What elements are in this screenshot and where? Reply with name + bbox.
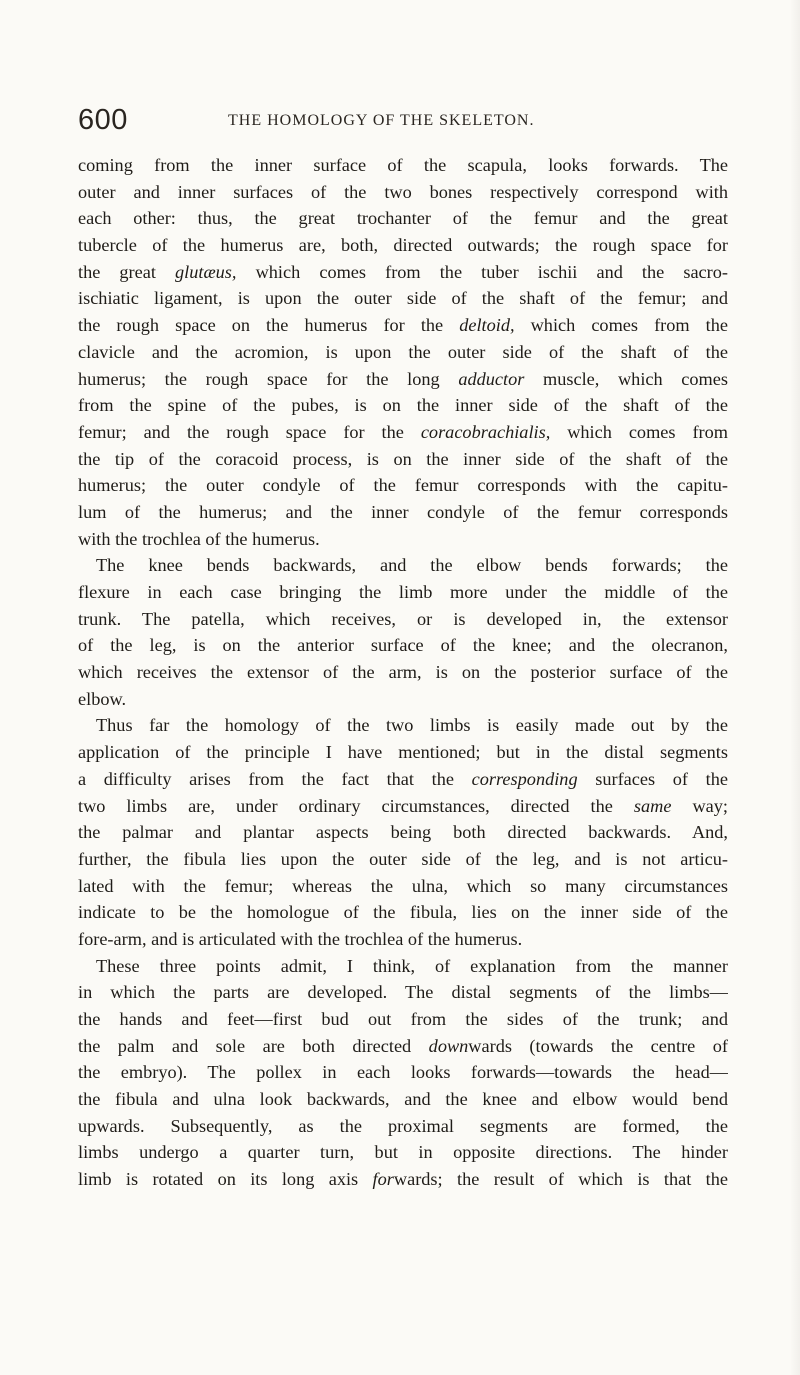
text-line: [78, 659, 728, 686]
text-run: elbow.: [78, 688, 127, 709]
text-line: [78, 1139, 728, 1166]
italic-term: coracobrachialis,: [420, 421, 551, 442]
text-run: which comes from the: [514, 315, 728, 336]
text-line: [78, 793, 728, 820]
text-line: [78, 953, 728, 980]
text-run: further, the fibula lies upon the outer side of the leg, and is not articu-: [78, 848, 728, 869]
text-line: [78, 552, 728, 579]
text-run: wards (towards the centre of: [468, 1035, 728, 1056]
text-line: [78, 312, 728, 339]
text-run: indicate to be the homologue of the fibula, lies on the inner side of the: [78, 902, 728, 923]
text-run: in which the parts are developed. The distal segments of the limbs—: [78, 982, 728, 1003]
page-number: 600: [78, 104, 128, 136]
text-line: [78, 766, 728, 793]
text-run: application of the principle I have mentioned; but in the distal segments: [78, 742, 728, 763]
text-line: [78, 1059, 728, 1086]
text-run: which receives the extensor of the arm, is on the posterior surface of the: [78, 662, 728, 683]
text-line: [78, 1166, 728, 1193]
text-line: [78, 979, 728, 1006]
text-line: [78, 686, 728, 713]
text-run: with the trochlea of the humerus.: [78, 528, 320, 549]
text-line: [78, 419, 728, 446]
text-line: [78, 873, 728, 900]
text-line: [78, 606, 728, 633]
text-line: [78, 285, 728, 312]
text-run: surfaces of the: [577, 768, 728, 789]
text-line: [78, 819, 728, 846]
text-line: [78, 472, 728, 499]
text-line: [78, 205, 728, 232]
text-run: the rough space on the humerus for the: [78, 315, 460, 336]
running-title: THE HOMOLOGY OF THE SKELETON.: [228, 112, 535, 129]
text-line: [78, 1033, 728, 1060]
text-line: [78, 846, 728, 873]
text-run: which comes from: [550, 421, 728, 442]
text-line: [78, 259, 728, 286]
text-run: These three points admit, I think, of explanation from the manner: [96, 955, 728, 976]
italic-term: for: [372, 1169, 394, 1190]
text-run: outer and inner surfaces of the two bones respectively correspond with: [78, 181, 728, 202]
running-head: [78, 104, 728, 140]
text-line: [78, 579, 728, 606]
text-line: [78, 232, 728, 259]
text-run: coming from the inner surface of the scapula, looks forwards. The: [78, 155, 728, 175]
text-run: the palm and sole are both directed: [78, 1035, 429, 1056]
text-run: limb is rotated on its long axis: [78, 1169, 373, 1190]
text-run: wards; the result of which is that the: [393, 1169, 728, 1190]
text-run: trunk. The patella, which receives, or is developed in, the extensor: [78, 608, 728, 629]
text-run: which comes from the tuber ischii and the sacro-: [236, 261, 728, 282]
text-run: flexure in each case bringing the limb more under the middle of the: [78, 582, 728, 602]
text-run: Thus far the homology of the two limbs is easily made out by the: [96, 715, 728, 736]
text-line: [78, 1113, 728, 1140]
text-run: limbs undergo a quarter turn, but in opposite directions. The hinder: [78, 1142, 728, 1163]
text-run: the fibula and ulna look backwards, and the knee and elbow would bend: [78, 1089, 728, 1110]
text-line: [78, 926, 728, 953]
page-edge-shadow: [790, 0, 800, 1375]
text-run: The knee bends backwards, and the elbow bends forwards; the: [96, 555, 728, 576]
text-line: [78, 1086, 728, 1113]
text-run: two limbs are, under ordinary circumstances, directed the: [78, 795, 634, 816]
text-line: [78, 366, 728, 393]
text-line: [78, 392, 728, 419]
text-run: lum of the humerus; and the inner condyle of the femur corresponds: [78, 501, 728, 522]
italic-term: same: [633, 795, 672, 816]
text-run: humerus; the outer condyle of the femur corresponds with the capitu-: [78, 475, 728, 496]
italic-term: deltoid,: [459, 315, 515, 336]
text-line: [78, 632, 728, 659]
text-run: of the leg, is on the anterior surface of the knee; and the olecranon,: [78, 635, 728, 656]
text-line: [78, 712, 728, 739]
italic-term: down: [428, 1035, 469, 1056]
text-run: the great: [78, 261, 176, 282]
text-line: [78, 1006, 728, 1033]
text-run: femur; and the rough space for the: [78, 421, 421, 442]
text-run: each other: thus, the great trochanter of the femur and the great: [78, 208, 728, 229]
text-run: the hands and feet—first bud out from the sides of the trunk; and: [78, 1009, 728, 1029]
text-run: the tip of the coracoid process, is on the inner side of the shaft of the: [78, 448, 728, 469]
text-run: ischiatic ligament, is upon the outer side of the shaft of the femur; and: [78, 288, 728, 309]
italic-term: glutæus,: [175, 261, 237, 282]
text-run: upwards. Subsequently, as the proximal segments are formed, the: [78, 1115, 728, 1136]
text-run: a difficulty arises from the fact that the: [78, 768, 472, 789]
text-run: humerus; the rough space for the long: [78, 368, 459, 389]
text-run: the embryo). The pollex in each looks forwards—towards the head—: [78, 1062, 728, 1083]
text-run: from the spine of the pubes, is on the inner side of the shaft of the: [78, 395, 728, 416]
text-run: lated with the femur; whereas the ulna, which so many circumstances: [78, 875, 728, 896]
text-line: [78, 499, 728, 526]
italic-term: adductor: [458, 368, 525, 389]
text-line: [78, 526, 728, 553]
text-run: the palmar and plantar aspects being both directed backwards. And,: [78, 822, 728, 843]
text-run: clavicle and the acromion, is upon the outer side of the shaft of the: [78, 341, 728, 362]
text-line: [78, 446, 728, 473]
text-line: [78, 899, 728, 926]
text-run: tubercle of the humerus are, both, directed outwards; the rough space for: [78, 235, 728, 256]
text-line: [78, 152, 728, 179]
text-run: way;: [671, 795, 728, 816]
body-text: [78, 152, 728, 1193]
text-run: muscle, which comes: [524, 368, 728, 389]
text-run: fore-arm, and is articulated with the trochlea of the humerus.: [78, 928, 523, 949]
text-line: [78, 739, 728, 766]
italic-term: corresponding: [471, 768, 578, 789]
text-line: [78, 339, 728, 366]
text-line: [78, 179, 728, 206]
